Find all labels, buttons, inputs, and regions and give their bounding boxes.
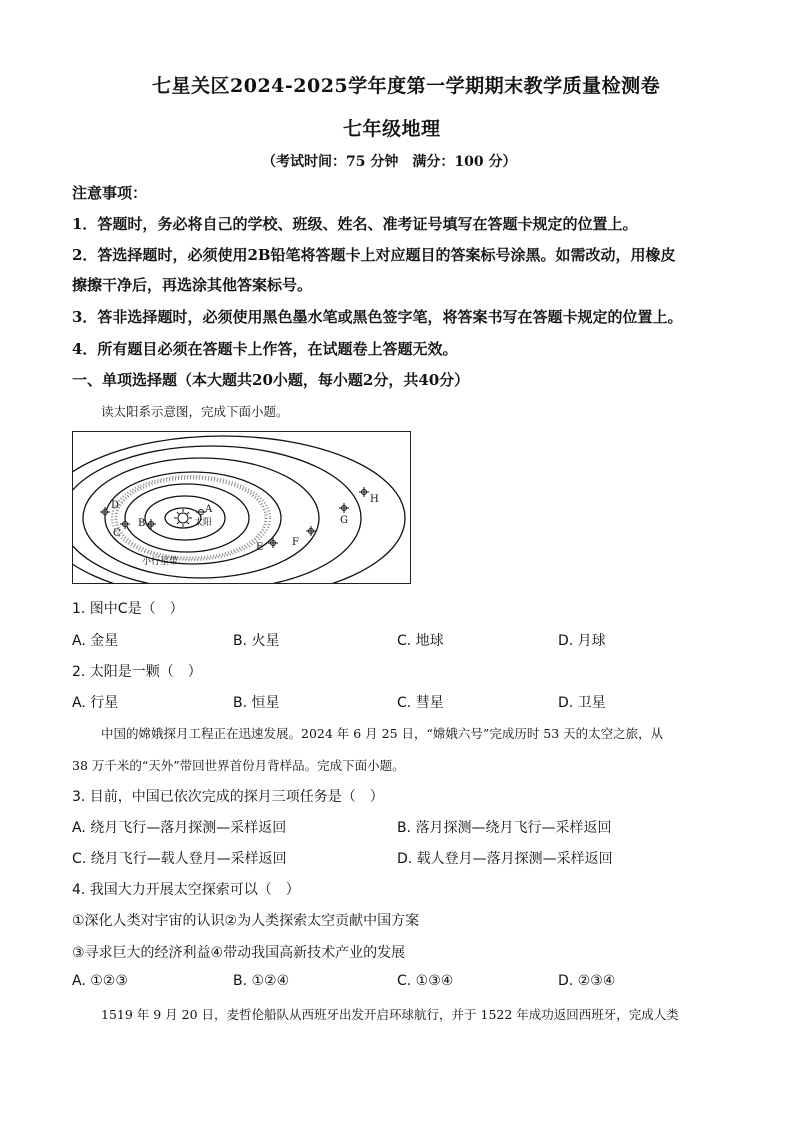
planet-d-icon	[100, 507, 110, 517]
q3-stem: 3. 目前，中国已依次完成的探月三项任务是（ ）	[72, 789, 384, 805]
q3-option-b[interactable]: B. 落月探测—绕月飞行—采样返回	[397, 820, 612, 836]
passage3: 1519 年 9 月 20 日，麦哲伦船队从西班牙出发开启环球航行，并于 1522 年成功返回西班牙，完成人类	[101, 1007, 679, 1022]
q4-option-a[interactable]: A. ①②③	[72, 973, 128, 989]
q1-option-b[interactable]: B. 火星	[233, 633, 280, 649]
q4-option-b[interactable]: B. ①②④	[233, 973, 290, 989]
sun-icon	[174, 509, 192, 527]
exam-title: 七星关区2024-2025学年度第一学期期末教学质量检测卷	[152, 75, 661, 97]
label-e: E	[256, 542, 264, 553]
asteroid-belt-label: 小行星带	[142, 557, 179, 567]
q2-option-b[interactable]: B. 恒星	[233, 695, 280, 711]
notice-item-2: 2．答选择题时，必须使用2B铅笔将答题卡上对应题目的答案标号涂黑。如需改动，用橡皮	[72, 246, 676, 264]
orbit-ring	[105, 472, 281, 564]
orbit-ring	[73, 436, 405, 583]
q2-option-a[interactable]: A. 行星	[72, 695, 119, 711]
q2-option-c[interactable]: C. 彗星	[397, 695, 444, 711]
notice-item-1: 1．答题时，务必将自己的学校、班级、姓名、准考证号填写在答题卡规定的位置上。	[72, 215, 638, 233]
label-h: H	[370, 494, 379, 505]
notice-item-3: 3．答非选择题时，必须使用黑色墨水笔或黑色签字笔，将答案书写在答题卡规定的位置上。	[72, 308, 683, 326]
label-a: A	[205, 504, 213, 515]
notice-item-2-cont: 擦擦干净后，再选涂其他答案标号。	[72, 276, 313, 294]
passage-intro: 读太阳系示意图，完成下面小题。	[101, 404, 289, 419]
planet-h-icon	[359, 487, 369, 497]
label-c: C	[113, 528, 121, 539]
solar-system-diagram	[72, 431, 411, 584]
label-f: F	[292, 537, 299, 548]
q1-option-c[interactable]: C. 地球	[397, 633, 444, 649]
q4-option-d[interactable]: D. ②③④	[558, 973, 616, 989]
q4-statements-2: ③寻求巨大的经济利益④带动我国高新技术产业的发展	[72, 945, 406, 961]
label-d: D	[111, 500, 120, 511]
passage2-line-1: 中国的嫦娥探月工程正在迅速发展。2024 年 6 月 25 日，“嫦娥六号”完成历时 53 天的太空之旅，从	[101, 726, 664, 741]
notice-item-4: 4．所有题目必须在答题卡上作答，在试题卷上答题无效。	[72, 340, 458, 358]
q3-option-c[interactable]: C. 绕月飞行—载人登月—采样返回	[72, 851, 287, 867]
exam-info: （考试时间：75 分钟 满分：100 分）	[262, 154, 517, 170]
q2-stem: 2. 太阳是一颗（ ）	[72, 664, 202, 680]
q2-option-d[interactable]: D. 卫星	[558, 695, 606, 711]
planet-c-icon	[120, 519, 130, 529]
planet-e-icon	[268, 538, 278, 548]
q4-statements-1: ①深化人类对宇宙的认识②为人类探索太空贡献中国方案	[72, 913, 420, 929]
q1-option-a[interactable]: A. 金星	[72, 633, 119, 649]
notice-heading: 注意事项：	[72, 184, 148, 202]
q4-stem: 4. 我国大力开展太空探索可以（ ）	[72, 882, 300, 898]
q1-option-d[interactable]: D. 月球	[558, 633, 606, 649]
planet-g-icon	[339, 503, 349, 513]
sun-label: 太阳	[194, 518, 213, 528]
subject-title: 七年级地理	[343, 118, 441, 140]
label-g: G	[340, 515, 348, 526]
section-heading: 一、单项选择题（本大题共20小题，每小题2分，共40分）	[72, 371, 470, 389]
q3-option-a[interactable]: A. 绕月飞行—落月探测—采样返回	[72, 820, 287, 836]
label-b: B	[138, 518, 146, 529]
passage2-line-2: 38 万千米的“天外”带回世界首份月背样品。完成下面小题。	[72, 758, 405, 773]
q3-option-d[interactable]: D. 载人登月—落月探测—采样返回	[397, 851, 613, 867]
q4-option-c[interactable]: C. ①③④	[397, 973, 454, 989]
planet-b-icon	[146, 519, 156, 529]
q1-stem: 1. 图中C是（ ）	[72, 601, 184, 617]
